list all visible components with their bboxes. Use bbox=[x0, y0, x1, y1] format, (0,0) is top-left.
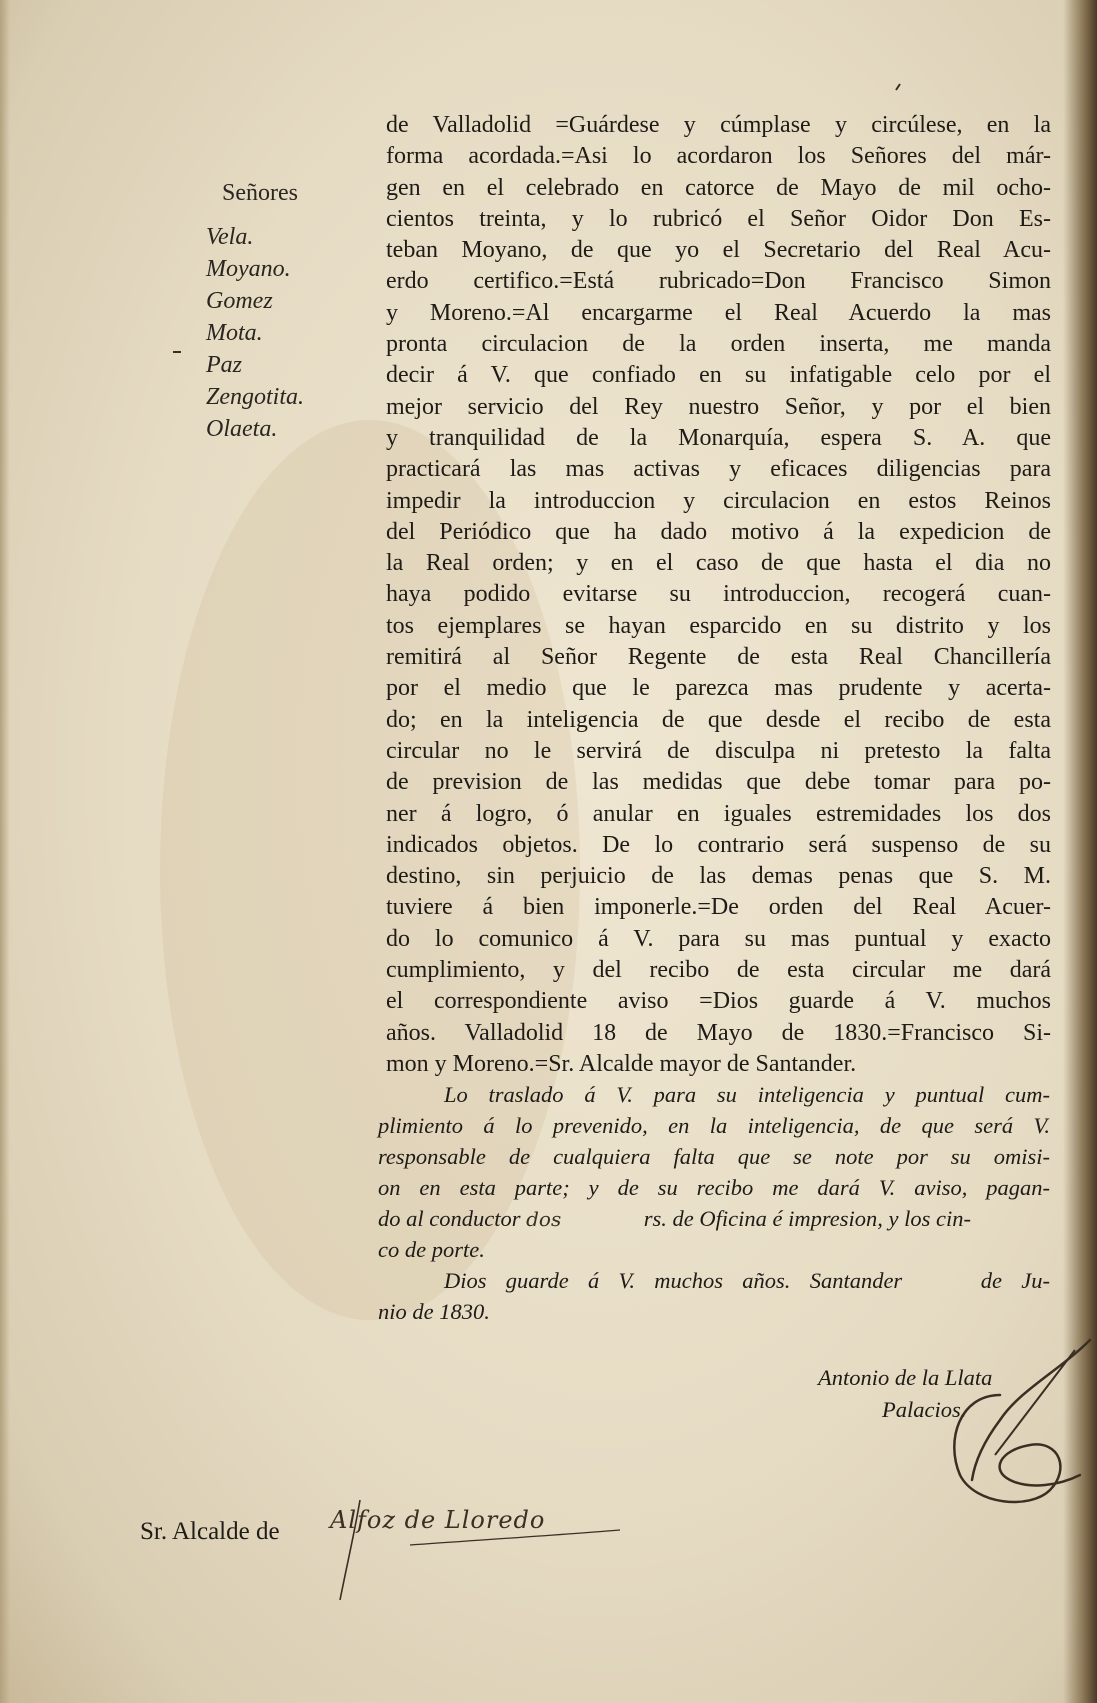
body-line: forma acordada.=Asi lo acordaron los Señores del már- bbox=[386, 143, 1051, 170]
signatory-name: Antonio de la Llata bbox=[818, 1365, 993, 1390]
ink-speck bbox=[896, 84, 900, 90]
note-line: Lo traslado á V. para su inteligencia y puntual cum- bbox=[444, 1082, 1050, 1107]
body-line: practicará las mas activas y eficaces diligencias para bbox=[386, 456, 1051, 483]
body-line: y Moreno.=Al encargarme el Real Acuerdo la mas bbox=[386, 299, 1051, 326]
body-line: tuviere á bien imponerle.=De orden del Real Acuer- bbox=[386, 894, 1051, 921]
addressee-label: Sr. Alcalde de bbox=[140, 1518, 280, 1545]
body-line: por el medio que le parezca mas prudente y acerta- bbox=[386, 675, 1051, 702]
body-line: indicados objetos. De lo contrario será suspenso de su bbox=[386, 831, 1051, 858]
margin-name: Zengotita. bbox=[206, 384, 305, 410]
body-line: circular no le servirá de disculpa ni pretesto la falta bbox=[386, 737, 1051, 764]
body-line: tos ejemplares se hayan esparcido en su distrito y los bbox=[386, 612, 1051, 639]
body-line: de prevision de las medidas que debe tomar para po- bbox=[386, 769, 1051, 796]
body-line: años. Valladolid 18 de Mayo de 1830.=Francisco Si- bbox=[386, 1019, 1051, 1046]
note-line: nio de 1830. bbox=[378, 1299, 490, 1324]
note-line-part: do al conductor bbox=[378, 1206, 521, 1231]
margin-heading: Señores bbox=[222, 180, 298, 206]
margin-name: Paz bbox=[206, 352, 242, 378]
body-line: y tranquilidad de la Monarquía, espera S. A. que bbox=[386, 424, 1051, 451]
body-line: gen en el celebrado en catorce de Mayo de mil ocho- bbox=[386, 174, 1051, 201]
body-line: el correspondiente aviso =Dios guarde á V. muchos bbox=[386, 988, 1051, 1015]
handwritten-amount: dos bbox=[526, 1207, 562, 1231]
body-line: haya podido evitarse su introduccion, recogerá cuan- bbox=[386, 581, 1051, 608]
note-line-part: de Ju- bbox=[980, 1268, 1050, 1293]
body-line: pronta circulacion de la orden inserta, me manda bbox=[386, 331, 1051, 358]
body-line: destino, sin perjuicio de las demas penas que S. M. bbox=[386, 863, 1051, 890]
body-line: decir á V. que confiado en su infatigable celo por el bbox=[386, 362, 1051, 389]
body-line: do; en la inteligencia de que desde el recibo de esta bbox=[386, 706, 1051, 733]
note-line: responsable de cualquiera falta que se note por su omisi- bbox=[378, 1144, 1050, 1169]
body-line: remitirá al Señor Regente de esta Real Chancillería bbox=[386, 644, 1051, 671]
addressee-underline bbox=[410, 1530, 620, 1545]
note-line-part: Dios guarde á V. muchos años. Santander bbox=[444, 1268, 903, 1293]
signature-stroke bbox=[995, 1350, 1075, 1455]
signatory-surname: Palacios. bbox=[882, 1397, 967, 1422]
body-line: impedir la introduccion y circulacion en estos Reinos bbox=[386, 487, 1051, 514]
body-line: ner á logro, ó anular en iguales estremidades los dos bbox=[386, 800, 1051, 827]
note-line-part: rs. de Oficina é impresion, y los cin- bbox=[643, 1206, 971, 1231]
body-line: cumplimiento, y del recibo de esta circular me dará bbox=[386, 957, 1051, 984]
body-line: do lo comunico á V. para su mas puntual y exacto bbox=[386, 925, 1051, 952]
body-line: mon y Moreno.=Sr. Alcalde mayor de Santander. bbox=[386, 1050, 857, 1077]
note-line: co de porte. bbox=[378, 1237, 485, 1262]
note-line: on en esta parte; y de su recibo me dará V. aviso, pagan- bbox=[378, 1175, 1050, 1200]
margin-name: Mota. bbox=[206, 320, 263, 346]
margin-name: Olaeta. bbox=[206, 416, 278, 442]
body-line: la Real orden; y en el caso de que hasta el dia no bbox=[386, 550, 1051, 577]
body-line: teban Moyano, de que yo el Secretario del Real Acu- bbox=[386, 237, 1051, 264]
margin-name: Vela. bbox=[206, 224, 254, 250]
body-line: del Periódico que ha dado motivo á la expedicion de bbox=[386, 518, 1051, 545]
margin-name: Gomez bbox=[206, 288, 273, 314]
body-line: de Valladolid =Guárdese y cúmplase y circúlese, en la bbox=[386, 112, 1051, 138]
margin-name: Moyano. bbox=[206, 256, 291, 282]
note-line: plimiento á lo prevenido, en la inteligencia, de que será V. bbox=[378, 1113, 1050, 1138]
body-line: mejor servicio del Rey nuestro Señor, y por el bien bbox=[386, 393, 1051, 420]
addressee-handwritten: Alfoz de Lloredo bbox=[330, 1506, 546, 1534]
addressee-flourish bbox=[340, 1500, 360, 1600]
body-line: cientos treinta, y lo rubricó el Señor Oidor Don Es- bbox=[386, 205, 1051, 232]
body-line: erdo certifico.=Está rubricado=Don Francisco Simon bbox=[386, 268, 1051, 295]
